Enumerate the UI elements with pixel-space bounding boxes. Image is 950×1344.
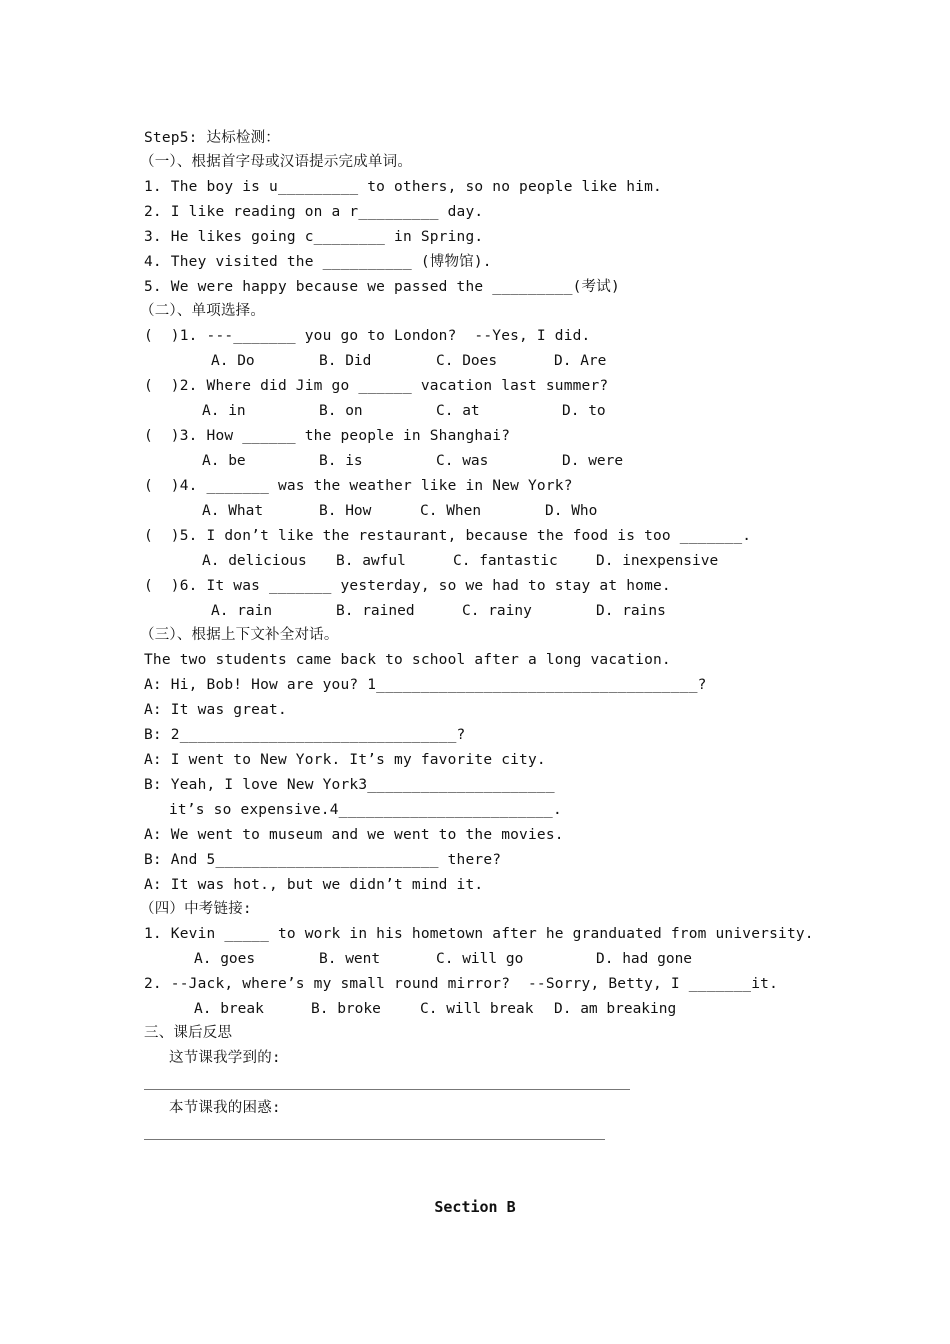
mc5-option-d: D. inexpensive [596,553,719,569]
dialogue-line: A: Hi, Bob! How are you? 1____________________________________? [144,677,707,693]
mc6-option-d: D. rains [596,603,666,619]
mc-question-2: ( )2. Where did Jim go ______ vacation last summer? [144,378,609,394]
mc1-option-a: A. Do [211,353,255,369]
exam2-option-a: A. break [194,1001,264,1017]
reflection-heading: 三、课后反思 [144,1025,233,1041]
mc1-option-c: C. Does [436,353,498,369]
part1-item-4: 4. They visited the __________ (博物馆). [144,254,492,270]
mc3-option-d: D. were [562,453,624,469]
part1-item-5: 5. We were happy because we passed the _________(考试) [144,279,620,295]
mc4-option-b: B. How [319,503,372,519]
mc6-option-c: C. rainy [462,603,532,619]
dialogue-line: B: 2_______________________________? [144,727,466,743]
mc4-option-c: C. When [420,503,482,519]
mc4-option-d: D. Who [545,503,598,519]
mc4-option-a: A. What [202,503,264,519]
mc1-option-b: B. Did [319,353,372,369]
exam-question-2: 2. --Jack, where’s my small round mirror? --Sorry, Betty, I _______it. [144,976,779,992]
exam2-option-b: B. broke [311,1001,381,1017]
dialogue-line: B: And 5_________________________ there? [144,852,502,868]
mc-question-1: ( )1. ---_______ you go to London? --Yes, I did. [144,328,591,344]
part2-heading: （二）、单项选择。 [140,303,266,319]
exam1-option-d: D. had gone [596,951,693,967]
exam2-option-d: D. am breaking [554,1001,677,1017]
dialogue-line: B: Yeah, I love New York3_____________________ [144,777,555,793]
exam1-option-b: B. went [319,951,381,967]
dialogue-line: A: We went to museum and we went to the movies. [144,827,564,843]
exam2-option-c: C. will break [420,1001,534,1017]
mc5-option-b: B. awful [336,553,406,569]
dialogue-line: A: It was hot., but we didn’t mind it. [144,877,484,893]
step-title: Step5: 达标检测： [144,130,281,146]
part1-item-1: 1. The boy is u_________ to others, so no people like him. [144,179,662,195]
mc2-option-a: A. in [202,403,246,419]
mc3-option-b: B. is [319,453,363,469]
mc6-option-a: A. rain [211,603,273,619]
mc3-option-c: C. was [436,453,489,469]
mc2-option-c: C. at [436,403,480,419]
dialogue-line: it’s so expensive.4________________________. [169,802,562,818]
confusion-label: 本节课我的困惑: [169,1100,281,1116]
dialogue-line: A: It was great. [144,702,287,718]
mc-question-4: ( )4. _______ was the weather like in New York? [144,478,573,494]
mc-question-5: ( )5. I don’t like the restaurant, because the food is too _______. [144,528,752,544]
mc3-option-a: A. be [202,453,246,469]
mc2-option-d: D. to [562,403,606,419]
mc1-option-d: D. Are [554,353,607,369]
mc5-option-a: A. delicious [202,553,307,569]
part1-item-2: 2. I like reading on a r_________ day. [144,204,484,220]
part1-item-3: 3. He likes going c________ in Spring. [144,229,484,245]
part4-heading: （四）中考链接: [140,901,252,917]
exam-question-1: 1. Kevin _____ to work in his hometown after he granduated from university. [144,926,814,942]
part1-heading: （一）、根据首字母或汉语提示完成单词。 [140,154,413,170]
section-title: Section B [434,1198,516,1216]
mc-question-6: ( )6. It was _______ yesterday, so we had to stay at home. [144,578,671,594]
dialogue-line: A: I went to New York. It’s my favorite city. [144,752,546,768]
mc2-option-b: B. on [319,403,363,419]
part3-heading: （三）、根据上下文补全对话。 [140,627,339,643]
mc5-option-c: C. fantastic [453,553,558,569]
learned-label: 这节课我学到的: [169,1050,281,1066]
learned-answer-line [144,1089,630,1090]
exam1-option-c: C. will go [436,951,524,967]
mc-question-3: ( )3. How ______ the people in Shanghai? [144,428,511,444]
mc6-option-b: B. rained [336,603,415,619]
exam1-option-a: A. goes [194,951,256,967]
confusion-answer-line [144,1139,605,1140]
dialogue-intro: The two students came back to school after a long vacation. [144,652,671,668]
